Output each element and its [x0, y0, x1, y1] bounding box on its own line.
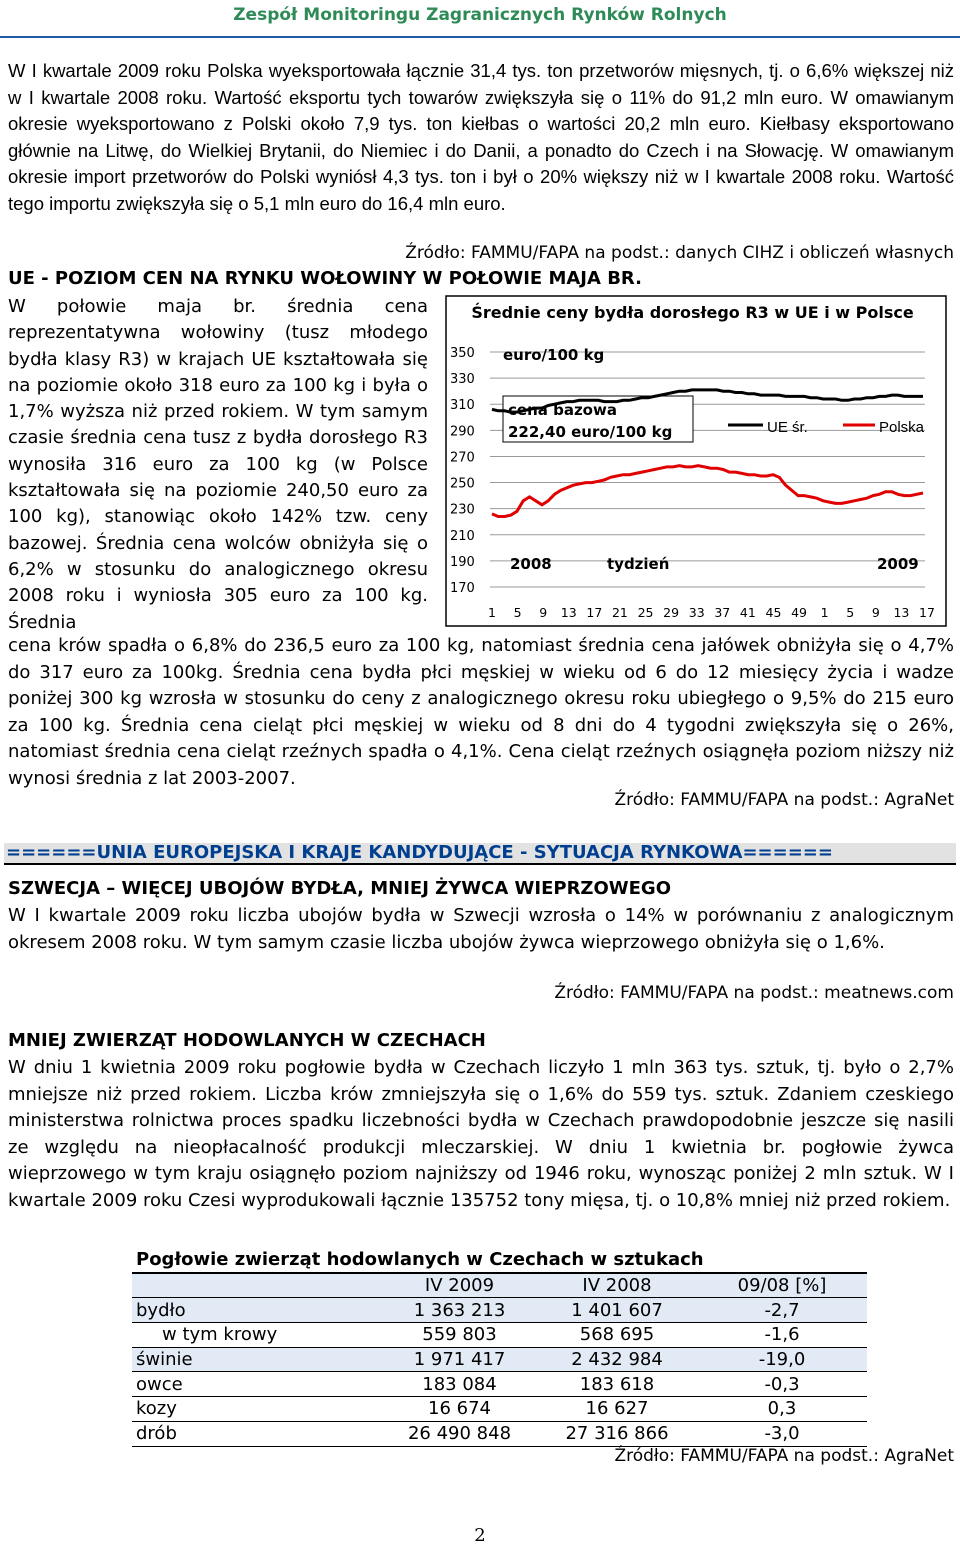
beef-column-text: W połowie maja br. średnia cena reprezentatywna wołowiny (tusz młodego bydła klasy R3) w krajach UE kształtowała się na poziomie około 318 euro za 100 kg i była o 1,7% wyższa niż przed rokiem. W tym samym czasie średnia cena tusz z bydła dorosłego R3 wynosiła 316 euro za 100 kg (w Polsce kształtowała się na poziomie 240,50 euro za 100 kg), stanowiąc około 142% tzw. ceny bazowej. Średnia cena wolców obniżyła się o 6,2% w stosunku do analogicznego okresu 2008 roku i wyniosła 305 euro za 100 kg. Średnia: [8, 296, 428, 633]
x-tick-label: 1: [488, 605, 496, 620]
y-tick-label: 170: [450, 581, 475, 596]
y-tick-label: 290: [450, 424, 475, 440]
row-label: bydło: [132, 1298, 382, 1323]
cell-2009: 559 803: [382, 1323, 537, 1348]
sweden-heading: SZWECJA – WIĘCEJ UBOJÓW BYDŁA, MNIEJ ŻYWCA WIEPRZOWEGO: [8, 878, 672, 899]
y-tick-label: 330: [450, 372, 475, 388]
chart-title: Średnie ceny bydła dorosłego R3 w UE i w Polsce: [471, 303, 914, 322]
year-label: 2009: [877, 555, 919, 573]
cell-2008: 1 401 607: [537, 1298, 697, 1323]
cell-change: -3,0: [697, 1421, 867, 1446]
intro-paragraph: W I kwartale 2009 roku Polska wyeksportowała łącznie 31,4 tys. ton przetworów mięsnych, tj. o 6,6% większej niż w I kwartale 2008 roku. Wartość eksportu tych towarów zwiększyła się o 11% do 91,2 mln euro. W omawianym okresie wyeksportowano z Polski około 7,9 tys. ton kiełbas o wartości 20,2 mln euro. Kiełbasy eksportowano głównie na Litwę, do Wielkiej Brytanii, do Niemiec i do Danii, a ponadto do Czech i na Słowację. W omawianym okresie import przetworów do Polski wyniósł 4,3 tys. ton i był o 20% większy niż w I kwartale 2008 roku. Wartość tego importu zwiększyła się o 5,1 mln euro do 16,4 mln euro.: [8, 60, 954, 214]
legend-label: Polska: [879, 419, 925, 436]
beef-continued-paragraph: cena krów spadła o 6,8% do 236,5 euro za 100 kg, natomiast średnia cena jałówek obniżyła się o 4,7% do 317 euro za 100kg. Średnia cena bydła płci męskiej w wieku od 6 do 12 miesięcy życia i wadze poniżej 300 kg wzrosła w stosunku do ceny z analogicznego okresu roku ubiegłego o 9,5% do 215 euro za 100 kg. Średnia cena cieląt płci męskiej w wieku od 8 dni do 4 tygodni zwiększyła się o 26%, natomiast średnia cena cieląt rzeźnych spadła o 4,1%. Cena cieląt rzeźnych osiągnęła poziom niższy niż wynosi średnia z lat 2003-2007.: [8, 635, 954, 789]
base-price-value: 222,40 euro/100 kg: [508, 423, 673, 441]
x-tick-label: 21: [611, 605, 628, 620]
table-header-cell: [132, 1273, 382, 1298]
sweden-source: Źródło: FAMMU/FAPA na podst.: meatnews.com: [554, 983, 954, 1003]
section-banner: ======UNIA EUROPEJSKA I KRAJE KANDYDUJĄCE - SYTUACJA RYNKOWA======: [4, 843, 956, 865]
y-tick-label: 270: [450, 450, 475, 466]
table-row: [132, 1298, 867, 1323]
x-tick-label: 13: [893, 605, 910, 620]
row-label: świnie: [132, 1347, 382, 1372]
chart-plot: [445, 295, 950, 630]
row-label: owce: [132, 1372, 382, 1397]
table-row: [132, 1372, 867, 1397]
cell-2009: 183 084: [382, 1372, 537, 1397]
cell-2008: 27 316 866: [537, 1421, 697, 1446]
table-header-cell: 09/08 [%]: [697, 1273, 867, 1298]
cell-2009: 16 674: [382, 1397, 537, 1422]
x-tick-label: 49: [791, 605, 808, 620]
cell-change: -0,3: [697, 1372, 867, 1397]
page-number: 2: [474, 1525, 486, 1546]
x-tick-label: 5: [513, 605, 522, 620]
cell-change: -1,6: [697, 1323, 867, 1348]
y-tick-label: 210: [450, 528, 475, 544]
intro-source: Źródło: FAMMU/FAPA na podst.: danych CIHZ i obliczeń własnych: [405, 243, 954, 263]
y-tick-label: 250: [450, 476, 475, 492]
row-label: drób: [132, 1421, 382, 1446]
y-axis-label: euro/100 kg: [503, 346, 605, 364]
czech-paragraph: W dniu 1 kwietnia 2009 roku pogłowie bydła w Czechach liczyło 1 mln 363 tys. sztuk, tj. było o 2,7% mniejsze niż przed rokiem. Liczba krów zmniejszyła się o 1,6% do 559 tys. sztuk. Zdaniem czeskiego ministerstwa rolnictwa proces spadku liczebności bydła w Czechach prawdopodobnie jeszcze się nasili ze względu na nieopłacalność produkcji mleczarskiej. W dniu 1 kwietnia br. pogłowie żywca wieprzowego w tym kraju osiągnęło poziom najniższy od 1946 roku, wynosząc poniżej 2 mln sztuk. W I kwartale 2009 roku Czesi wyprodukowali łącznie 135752 tony mięsa, tj. o 10,8% mniej niż przed rokiem.: [8, 1057, 954, 1211]
x-tick-label: 1: [820, 605, 829, 620]
base-price-label: cena bazowa: [508, 401, 617, 419]
czech-source: Źródło: FAMMU/FAPA na podst.: AgraNet: [614, 1446, 954, 1466]
table-title: Pogłowie zwierząt hodowlanych w Czechach w sztukach: [132, 1248, 867, 1273]
table-header-row: [132, 1273, 867, 1298]
y-tick-label: 310: [450, 398, 475, 414]
y-tick-label: 350: [450, 346, 475, 361]
x-axis-label: tydzień: [607, 555, 670, 573]
czech-heading: MNIEJ ZWIERZĄT HODOWLANYCH W CZECHACH: [8, 1030, 486, 1051]
x-tick-label: 33: [688, 605, 705, 620]
beef-heading: UE - POZIOM CEN NA RYNKU WOŁOWINY W POŁOWIE MAJA BR.: [8, 268, 642, 289]
table-row: [132, 1323, 867, 1348]
x-tick-label: 41: [739, 605, 756, 620]
legend-label: UE śr.: [767, 419, 808, 436]
x-tick-label: 37: [714, 605, 731, 620]
table-header-cell: IV 2008: [537, 1273, 697, 1298]
y-tick-label: 230: [450, 502, 475, 518]
cell-2008: 2 432 984: [537, 1347, 697, 1372]
x-tick-label: 17: [919, 605, 935, 620]
x-tick-label: 29: [663, 605, 680, 620]
x-tick-label: 17: [586, 605, 603, 620]
row-label: kozy: [132, 1397, 382, 1422]
beef-source: Źródło: FAMMU/FAPA na podst.: AgraNet: [614, 790, 954, 810]
cell-change: 0,3: [697, 1397, 867, 1422]
livestock-table: [132, 1248, 867, 1447]
x-tick-label: 25: [637, 605, 654, 620]
table-row: [132, 1421, 867, 1446]
cell-2009: 1 363 213: [382, 1298, 537, 1323]
beef-price-chart: [445, 295, 950, 630]
sweden-paragraph: W I kwartale 2009 roku liczba ubojów bydła w Szwecji wzrosła o 14% w porównaniu z analogicznym okresem 2008 roku. W tym samym czasie liczba ubojów żywca wieprzowego obniżyła się o 1,6%.: [8, 905, 954, 953]
cell-2008: 16 627: [537, 1397, 697, 1422]
y-tick-label: 190: [450, 554, 475, 570]
cell-2009: 26 490 848: [382, 1421, 537, 1446]
row-label: w tym krowy: [132, 1323, 382, 1348]
cell-change: -19,0: [697, 1347, 867, 1372]
x-tick-label: 9: [871, 605, 880, 620]
x-tick-label: 9: [539, 605, 548, 620]
year-label: 2008: [510, 555, 552, 573]
table-header-cell: IV 2009: [382, 1273, 537, 1298]
cell-2008: 568 695: [537, 1323, 697, 1348]
cell-2008: 183 618: [537, 1372, 697, 1397]
table-row: [132, 1397, 867, 1422]
cell-change: -2,7: [697, 1298, 867, 1323]
x-tick-label: 45: [765, 605, 782, 620]
header-divider: [0, 36, 960, 38]
table-row: [132, 1347, 867, 1372]
cell-2009: 1 971 417: [382, 1347, 537, 1372]
x-tick-label: 13: [560, 605, 577, 620]
page-header-title: Zespół Monitoringu Zagranicznych Rynków Rolnych: [233, 5, 727, 25]
x-tick-label: 5: [846, 605, 855, 620]
